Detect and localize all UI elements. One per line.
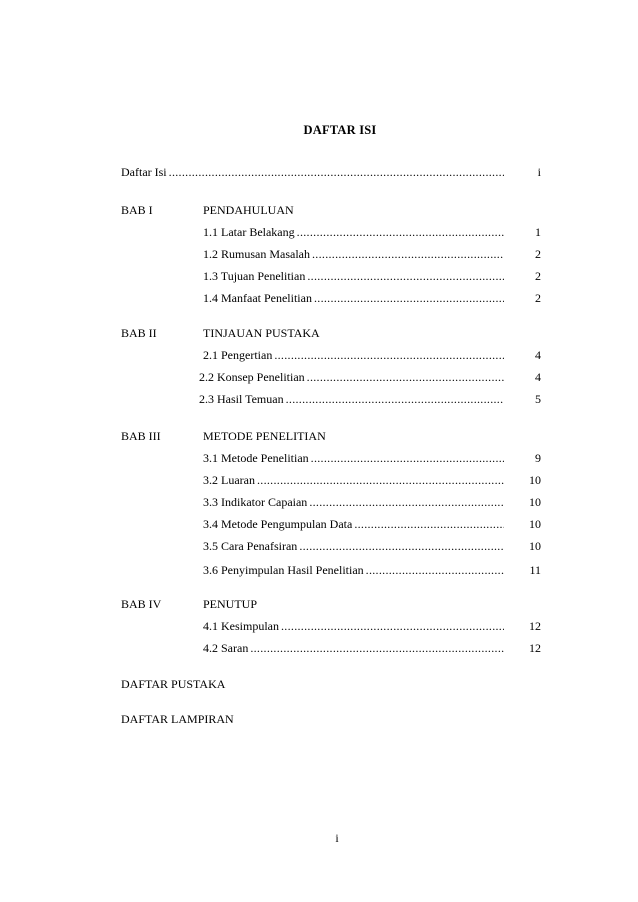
chapter-number: BAB II [121,326,157,340]
toc-entry-page: 10 [529,517,541,531]
toc-entry [203,246,541,262]
toc-entry-title: 3.3 Indikator Capaian [203,495,308,509]
leader-dots [311,450,504,466]
page-title: DAFTAR ISI [303,123,377,137]
toc-entry-title: 3.5 Cara Penafsiran [203,539,298,553]
leader-dots [257,472,504,488]
leader-dots [286,391,504,407]
toc-entry-page: i [537,165,541,179]
toc-entry-page: 1 [535,225,541,239]
leader-dots [169,164,504,180]
toc-daftar-lampiran: DAFTAR LAMPIRAN [121,712,234,726]
leader-dots [314,290,504,306]
toc-entry-page: 10 [529,495,541,509]
toc-entry-title: 2.3 Hasil Temuan [199,392,284,406]
toc-entry-daftar-isi [121,164,541,180]
toc-entry [203,538,541,554]
leader-dots [299,538,504,554]
leader-dots [250,640,504,656]
chapter-number: BAB III [121,429,161,443]
leader-dots [309,494,504,510]
chapter-number: BAB I [121,203,153,217]
toc-entry-title: 3.6 Penyimpulan Hasil Penelitian [203,563,364,577]
toc-entry-page: 10 [529,539,541,553]
toc-entry-title: 1.3 Tujuan Penelitian [203,269,306,283]
toc-entry-title: 1.2 Rumusan Masalah [203,247,310,261]
toc-entry-title: 3.4 Metode Pengumpulan Data [203,517,353,531]
chapter-title: METODE PENELITIAN [203,429,326,443]
toc-entry [199,391,541,407]
toc-entry [203,562,541,578]
toc-entry [203,516,541,532]
toc-entry [203,618,541,634]
chapter-title: TINJAUAN PUSTAKA [203,326,320,340]
leader-dots [312,246,504,262]
toc-entry [203,640,541,656]
toc-entry-page: 4 [535,370,541,384]
toc-entry-page: 9 [535,451,541,465]
toc-entry-page: 2 [535,247,541,261]
toc-entry-page: 4 [535,348,541,362]
toc-entry-page: 11 [529,563,541,577]
toc-entry-title: 4.2 Saran [203,641,249,655]
toc-entry [203,494,541,510]
toc-entry-title: 3.2 Luaran [203,473,255,487]
toc-entry-title: 4.1 Kesimpulan [203,619,279,633]
leader-dots [274,347,504,363]
chapter-title: PENUTUP [203,597,258,611]
chapter-title: PENDAHULUAN [203,203,294,217]
toc-entry-page: 5 [535,392,541,406]
leader-dots [366,562,504,578]
toc-entry-title: Daftar Isi [121,165,167,179]
toc-entry [203,347,541,363]
chapter-number: BAB IV [121,597,162,611]
leader-dots [307,268,504,284]
toc-entry [203,472,541,488]
toc-entry-title: 1.4 Manfaat Penelitian [203,291,312,305]
toc-entry [203,224,541,240]
leader-dots [281,618,504,634]
toc-entry [203,268,541,284]
toc-entry-title: 3.1 Metode Penelitian [203,451,309,465]
toc-entry [203,450,541,466]
leader-dots [297,224,504,240]
leader-dots [307,369,504,385]
toc-entry [203,290,541,306]
toc-entry-title: 1.1 Latar Belakang [203,225,295,239]
toc-entry-page: 12 [529,641,541,655]
toc-daftar-pustaka: DAFTAR PUSTAKA [121,677,226,691]
leader-dots [354,516,504,532]
toc-entry-page: 2 [535,291,541,305]
page-number: i [335,831,339,845]
toc-entry-title: 2.1 Pengertian [203,348,273,362]
toc-entry-title: 2.2 Konsep Penelitian [199,370,305,384]
toc-entry-page: 10 [529,473,541,487]
toc-entry-page: 12 [529,619,541,633]
toc-entry-page: 2 [535,269,541,283]
toc-entry [199,369,541,385]
